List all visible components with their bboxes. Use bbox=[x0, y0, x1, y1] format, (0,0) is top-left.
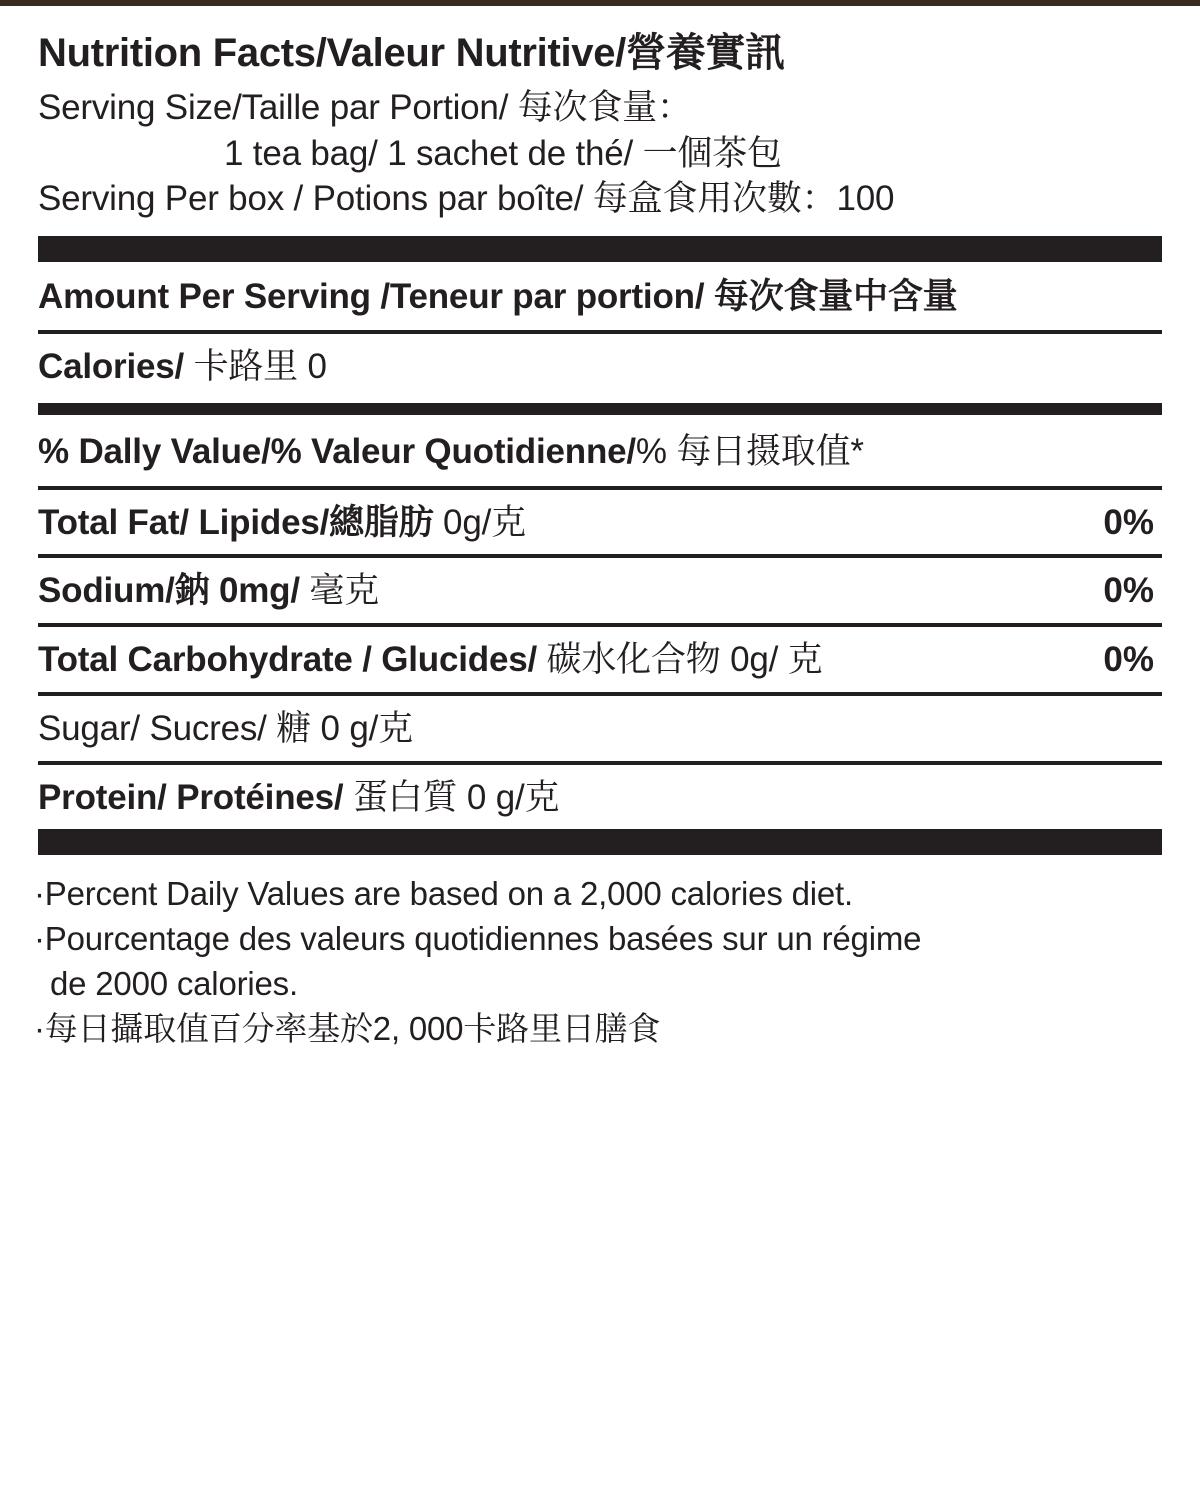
calories-label-text: Calories/ bbox=[38, 347, 185, 387]
nutrient-row-protein bbox=[0, 765, 1200, 830]
daily-value-header-rest: % 每日摄取值* bbox=[635, 432, 864, 472]
divider-thick-top bbox=[38, 236, 1162, 262]
nutrient-name-rest: 碳水化合物 0g/ 克 bbox=[537, 640, 823, 680]
nutrient-name bbox=[38, 570, 379, 613]
amount-per-serving-row bbox=[0, 262, 1200, 331]
nutrient-name-bold: Sodium/鈉 0mg/ bbox=[38, 571, 300, 611]
footnote-line-fr: ·Pourcentage des valeurs quotidiennes basées sur un régime bbox=[34, 920, 922, 958]
nutrient-row-sodium bbox=[0, 558, 1200, 623]
nutrient-name-rest: Sugar/ Sucres/ 糖 0 g/克 bbox=[38, 708, 413, 748]
nutrient-name-bold: Protein/ Protéines/ bbox=[38, 777, 344, 817]
nutrient-row-total-carbohydrate bbox=[0, 627, 1200, 692]
nutrient-name bbox=[38, 639, 822, 682]
label-header bbox=[0, 6, 1200, 236]
footnote-line-zh: ·每日攝取值百分率基於2, 000卡路里日膳食 bbox=[34, 1009, 661, 1047]
nutrient-name bbox=[38, 777, 559, 820]
nutrient-name bbox=[38, 708, 413, 751]
serving-size-value: 1 tea bag/ 1 sachet de thé/ 一個茶包 bbox=[224, 133, 782, 173]
footnote-line-fr-cont: de 2000 calories. bbox=[50, 964, 298, 1002]
daily-value-header bbox=[38, 431, 864, 474]
nutrient-daily-value: 0% bbox=[1103, 502, 1154, 542]
daily-value-header-bold: % Dally Value/% Valeur Quotidienne/ bbox=[38, 432, 636, 472]
divider-2 bbox=[38, 403, 1162, 415]
footnote-line-en: ·Percent Daily Values are based on a 2,000 calories diet. bbox=[34, 875, 853, 913]
nutrient-row-total-fat bbox=[0, 490, 1200, 555]
nutrient-name-rest: 0g/克 bbox=[433, 502, 526, 542]
nutrient-row-sugar bbox=[0, 696, 1200, 761]
divider-thick-bottom bbox=[38, 829, 1162, 855]
nutrient-daily-value: 0% bbox=[1103, 640, 1154, 680]
page-title: Nutrition Facts/Valeur Nutritive/營養實訊 bbox=[38, 31, 785, 75]
calories-value: 卡路里 0 bbox=[184, 347, 327, 387]
nutrient-name-bold: Total Fat/ Lipides/總脂肪 bbox=[38, 502, 434, 542]
amount-per-serving-label: Amount Per Serving /Teneur par portion/ 每次食量中含量 bbox=[38, 276, 958, 316]
nutrient-name-bold: Total Carbohydrate / Glucides/ bbox=[38, 640, 538, 680]
calories-row bbox=[0, 334, 1200, 403]
nutrient-name-rest: 蛋白質 0 g/克 bbox=[343, 777, 560, 817]
serving-size-line: Serving Size/Taille par Portion/ 每次食量： bbox=[38, 88, 692, 128]
nutrient-daily-value: 0% bbox=[1103, 571, 1154, 611]
calories-label bbox=[38, 346, 327, 389]
nutrient-name-rest: 毫克 bbox=[299, 571, 379, 611]
servings-per-box: Serving Per box / Potions par boîte/ 每盒食用次數：100 bbox=[38, 179, 895, 219]
daily-value-header-row bbox=[0, 415, 1200, 486]
nutrient-name bbox=[38, 502, 526, 545]
footnotes bbox=[0, 855, 1200, 1063]
